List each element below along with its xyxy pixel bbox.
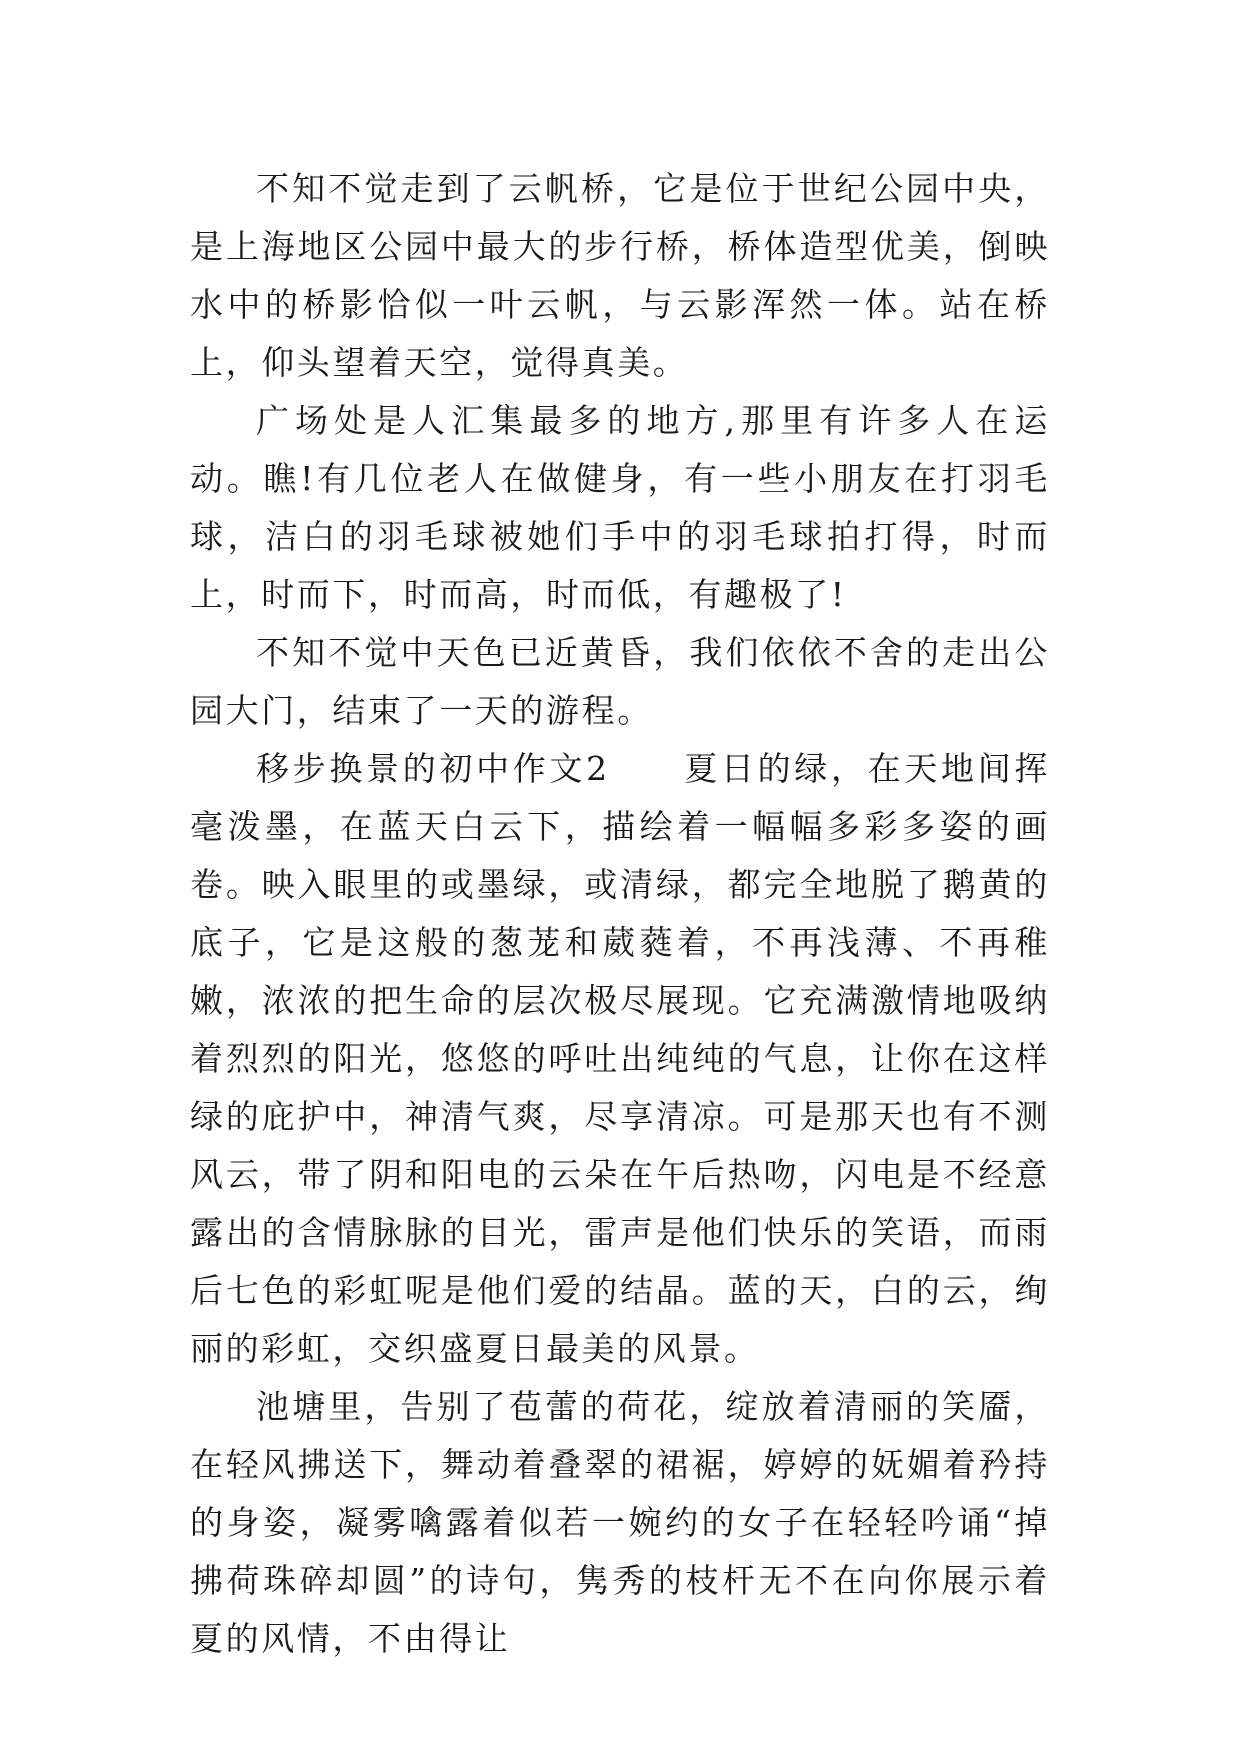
article-body: [190, 160, 1050, 1668]
paragraph-summer-green: 移步换景的初中作文2 夏日的绿，在天地间挥毫泼墨，在蓝天白云下，描绘着一幅幅多彩多姿的画卷。映入眼里的或墨绿，或清绿，都完全地脱了鹅黄的底子，它是这般的葱茏和葳蕤着，不再浅薄、不再稚嫩，浓浓的把生命的层次极尽展现。它充满激情地吸纳着烈烈的阳光，悠悠的呼吐出纯纯的气息，让你在这样绿的庇护中，神清气爽，尽享清凉。可是那天也有不测风云，带了阴和阳电的云朵在午后热吻，闪电是不经意露出的含情脉脉的目光，雷声是他们快乐的笑语，而雨后七色的彩虹呢是他们爱的结晶。蓝的天，白的云，绚丽的彩虹，交织盛夏日最美的风景。: [190, 749, 1050, 1368]
paragraph-square: 广场处是人汇集最多的地方,那里有许多人在运动。瞧!有几位老人在做健身，有一些小朋友在打羽毛球，洁白的羽毛球被她们手中的羽毛球拍打得，时而上，时而下，时而高，时而低，有趣极了!: [190, 401, 1050, 614]
paragraph-dusk: 不知不觉中天色已近黄昏，我们依依不舍的走出公园大门，结束了一天的游程。: [190, 633, 1050, 730]
paragraph-lotus-pond: 池塘里，告别了苞蕾的荷花，绽放着清丽的笑靥，在轻风拂送下，舞动着叠翠的裙裾，婷婷的妩媚着矜持的身姿，凝雾噙露着似若一婉约的女子在轻轻吟诵“掉拂荷珠碎却圆”的诗句，隽秀的枝杆无不在向你展示着夏的风情，不由得让: [190, 1387, 1050, 1658]
paragraph-cloud-sail-bridge: 不知不觉走到了云帆桥，它是位于世纪公园中央，是上海地区公园中最大的步行桥，桥体造型优美，倒映水中的桥影恰似一叶云帆，与云影浑然一体。站在桥上，仰头望着天空，觉得真美。: [190, 169, 1050, 382]
